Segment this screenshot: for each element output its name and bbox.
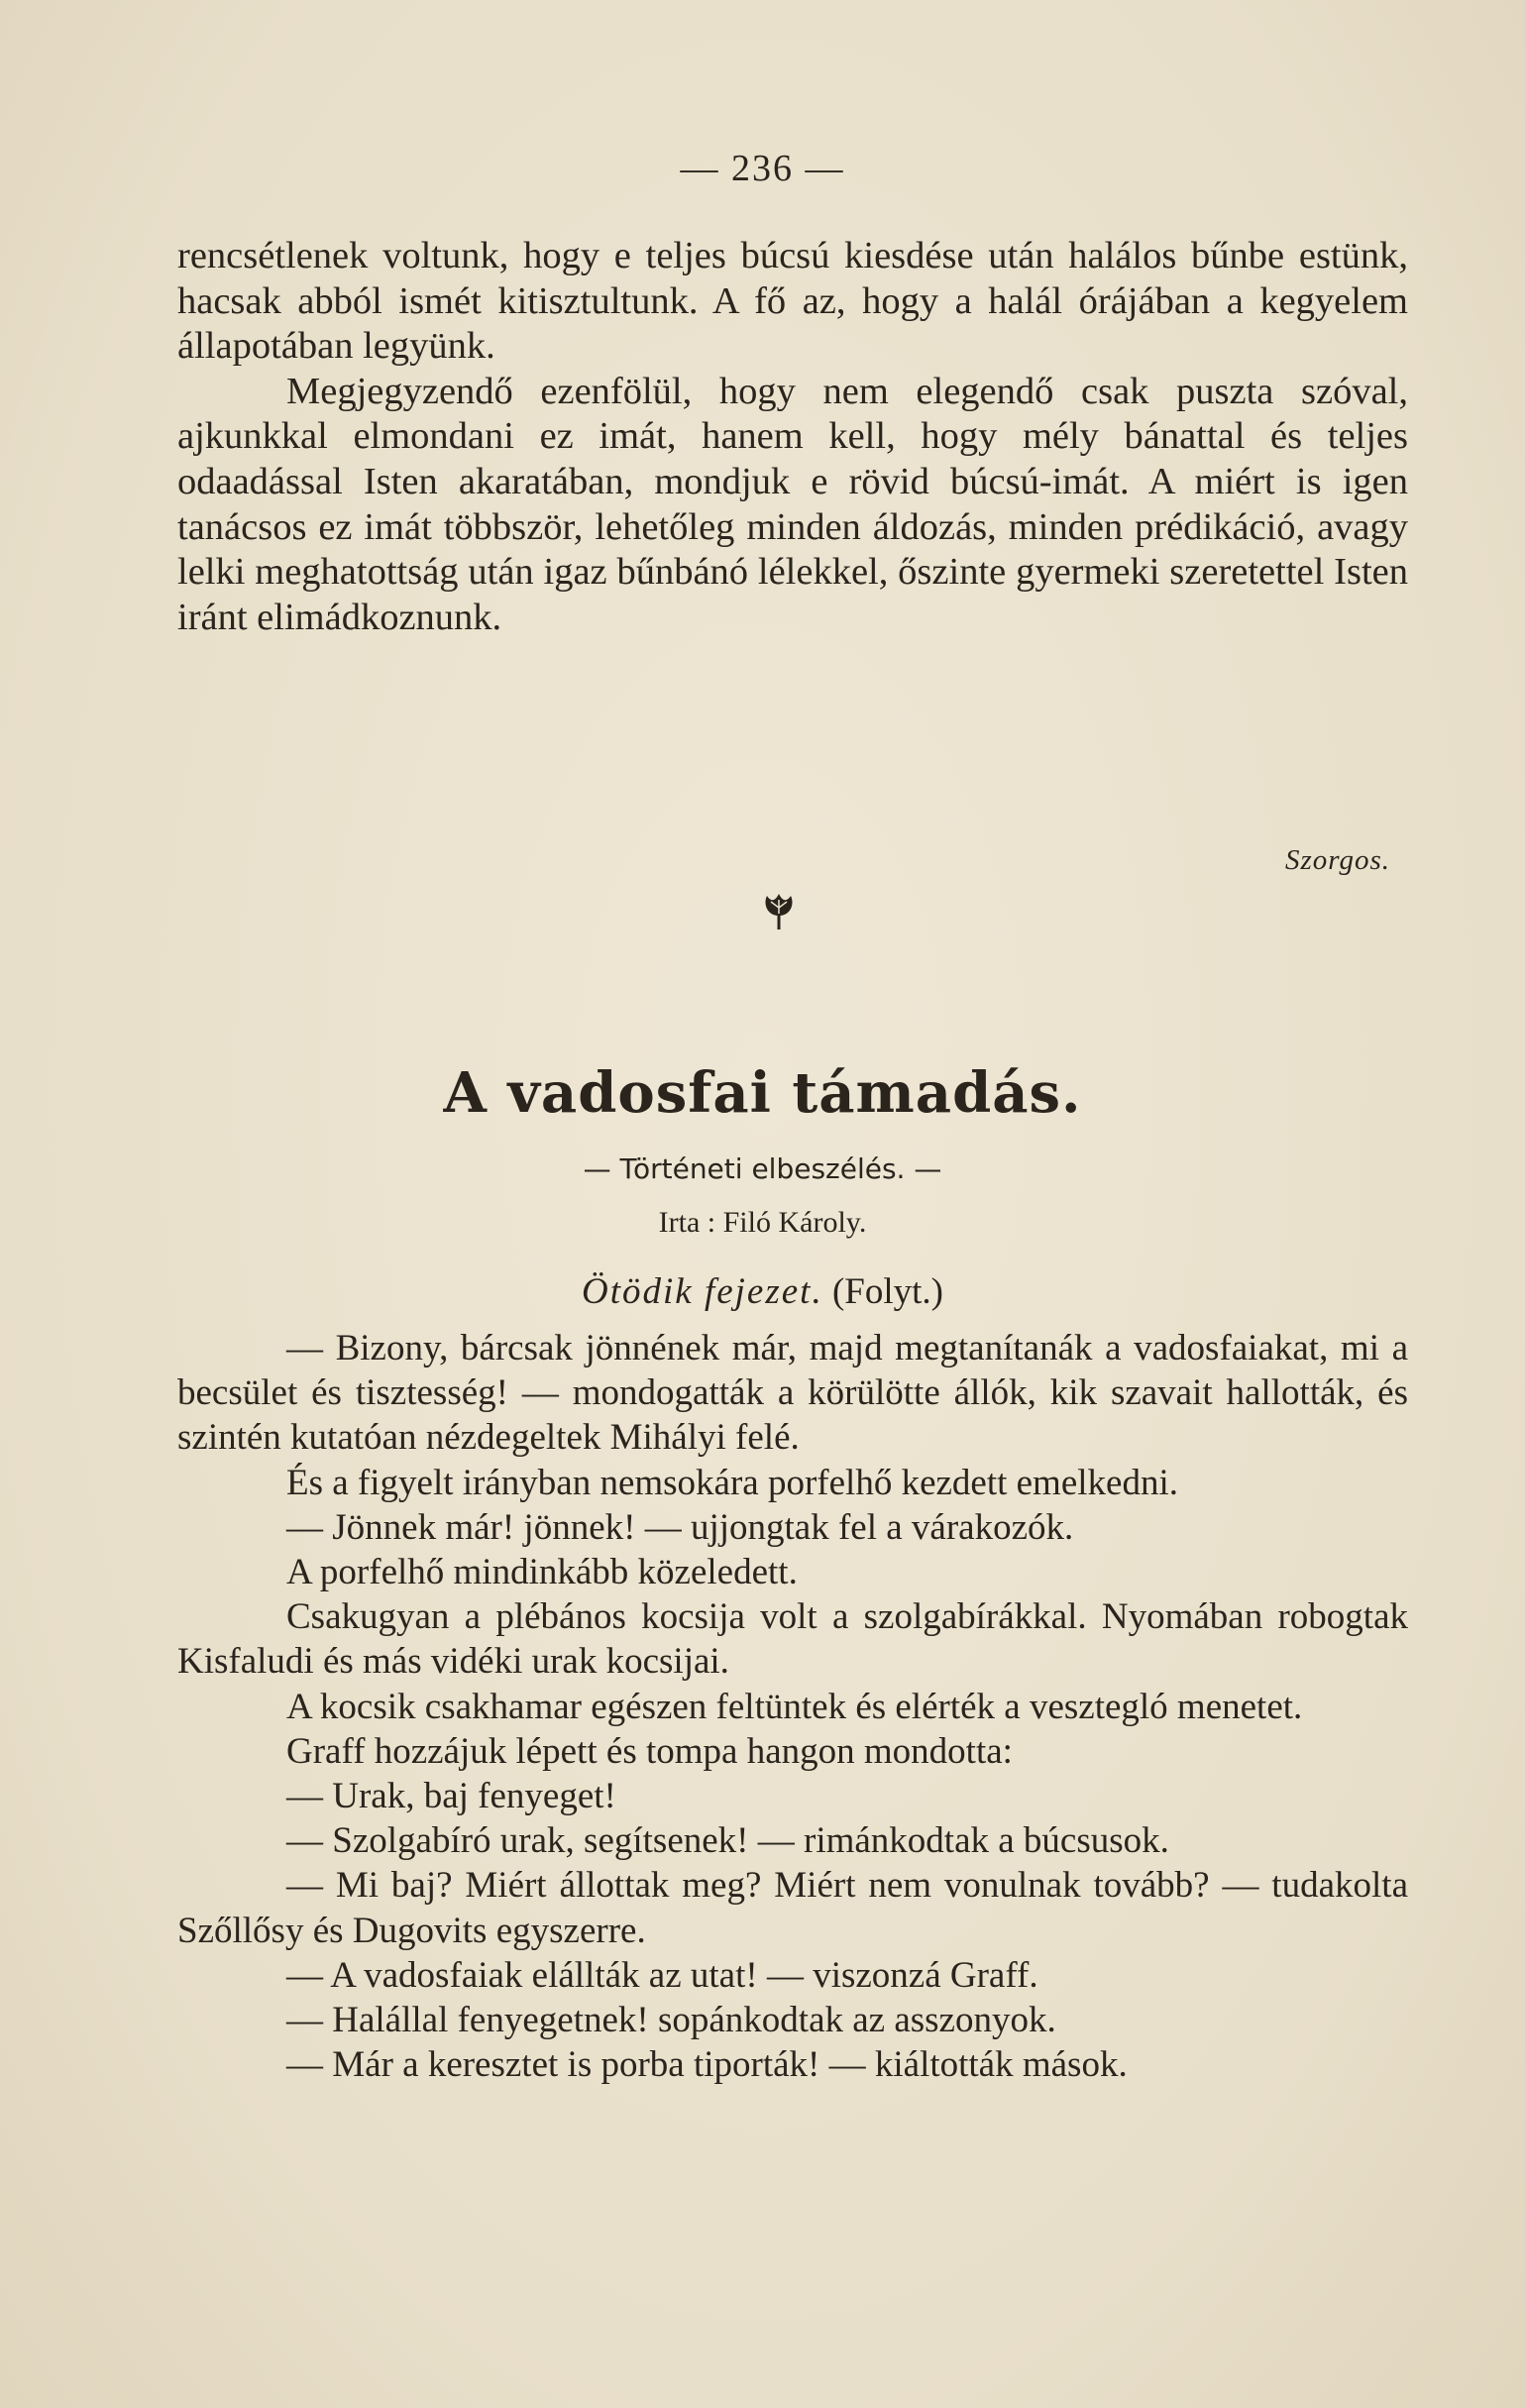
chapter-heading <box>0 1270 1525 1313</box>
story-paragraph: — Szolgabíró urak, segítsenek! — rimánkodtak a búcsusok. <box>286 1820 1169 1862</box>
story-author: Irta : Filó Károly. <box>658 1206 867 1239</box>
story-paragraph: — Bizony, bárcsak jönnének már, majd megtanítanák a vadosfaiakat, mi a becsület és tisztesség! — mondogatták a körülötte állók, kik szavait hallották, és szintén kutatóan nézdegeltek Mihályi felé. <box>177 1328 1408 1459</box>
page-number: — 236 — <box>680 148 845 189</box>
leaf-ornament-icon <box>761 890 797 931</box>
story-paragraph: Csakugyan a plébános kocsija volt a szolgabírákkal. Nyomában robogtak Kisfaludi és más vidéki urak kocsijai. <box>177 1596 1408 1683</box>
story-paragraph: — Mi baj? Miért állottak meg? Miért nem vonulnak tovább? — tudakolta Szőllősy és Dugovits egyszerre. <box>177 1865 1408 1951</box>
story-paragraph: — Urak, baj fenyeget! <box>286 1776 616 1817</box>
intro-paragraph-1: rencsétlenek voltunk, hogy e teljes búcsú kiesdése után halálos bűnbe estünk, hacsak abból ismét kitisztultunk. A fő az, hogy a halál órájában a kegyelem állapotában legyünk. <box>177 235 1408 368</box>
story-paragraph: — Halállal fenyegetnek! sopánkodtak az asszonyok. <box>286 2000 1056 2041</box>
signature: Szorgos. <box>1284 844 1390 876</box>
intro-paragraph-2: Megjegyzendő ezenfölül, hogy nem elegendő csak puszta szóval, ajkunkkal elmondani ez imát, hanem kell, hogy mély bánattal és teljes odaadással Isten akaratában, mondjuk e rövid búcsú-imát. A miért is igen tanácsos ez imát többször, lehetőleg minden áldozás, minden prédikáció, avagy lelki meghatottság után igaz bűnbánó lélekkel, őszinte gyermeki szeretettel Isten iránt elimádkoznunk. <box>177 370 1408 638</box>
story-subtitle: — Történeti elbeszélés. — <box>583 1152 942 1185</box>
story-paragraph: — Már a keresztet is porba tiporták! — kiáltották mások. <box>286 2044 1128 2086</box>
story-paragraph: A kocsik csakhamar egészen feltüntek és elérték a vesztegló menetet. <box>286 1686 1303 1727</box>
story-paragraph: A porfelhő mindinkább közeledett. <box>286 1552 798 1593</box>
chapter-title: Ötödik fejezet. <box>582 1271 823 1312</box>
story-paragraph: Graff hozzájuk lépett és tompa hangon mondotta: <box>286 1730 1013 1772</box>
story-paragraph: — A vadosfaiak elállták az utat! — viszonzá Graff. <box>286 1954 1038 1996</box>
story-paragraph: — Jönnek már! jönnek! — ujjongtak fel a várakozók. <box>286 1506 1074 1548</box>
intro-text-block <box>177 234 1408 640</box>
story-paragraph: És a figyelt irányban nemsokára porfelhő kezdett emelkedni. <box>286 1462 1178 1503</box>
chapter-continued: (Folyt.) <box>822 1271 943 1312</box>
story-text-block <box>177 1326 1408 2087</box>
story-title: A vadosfai támadás. <box>443 1060 1082 1126</box>
